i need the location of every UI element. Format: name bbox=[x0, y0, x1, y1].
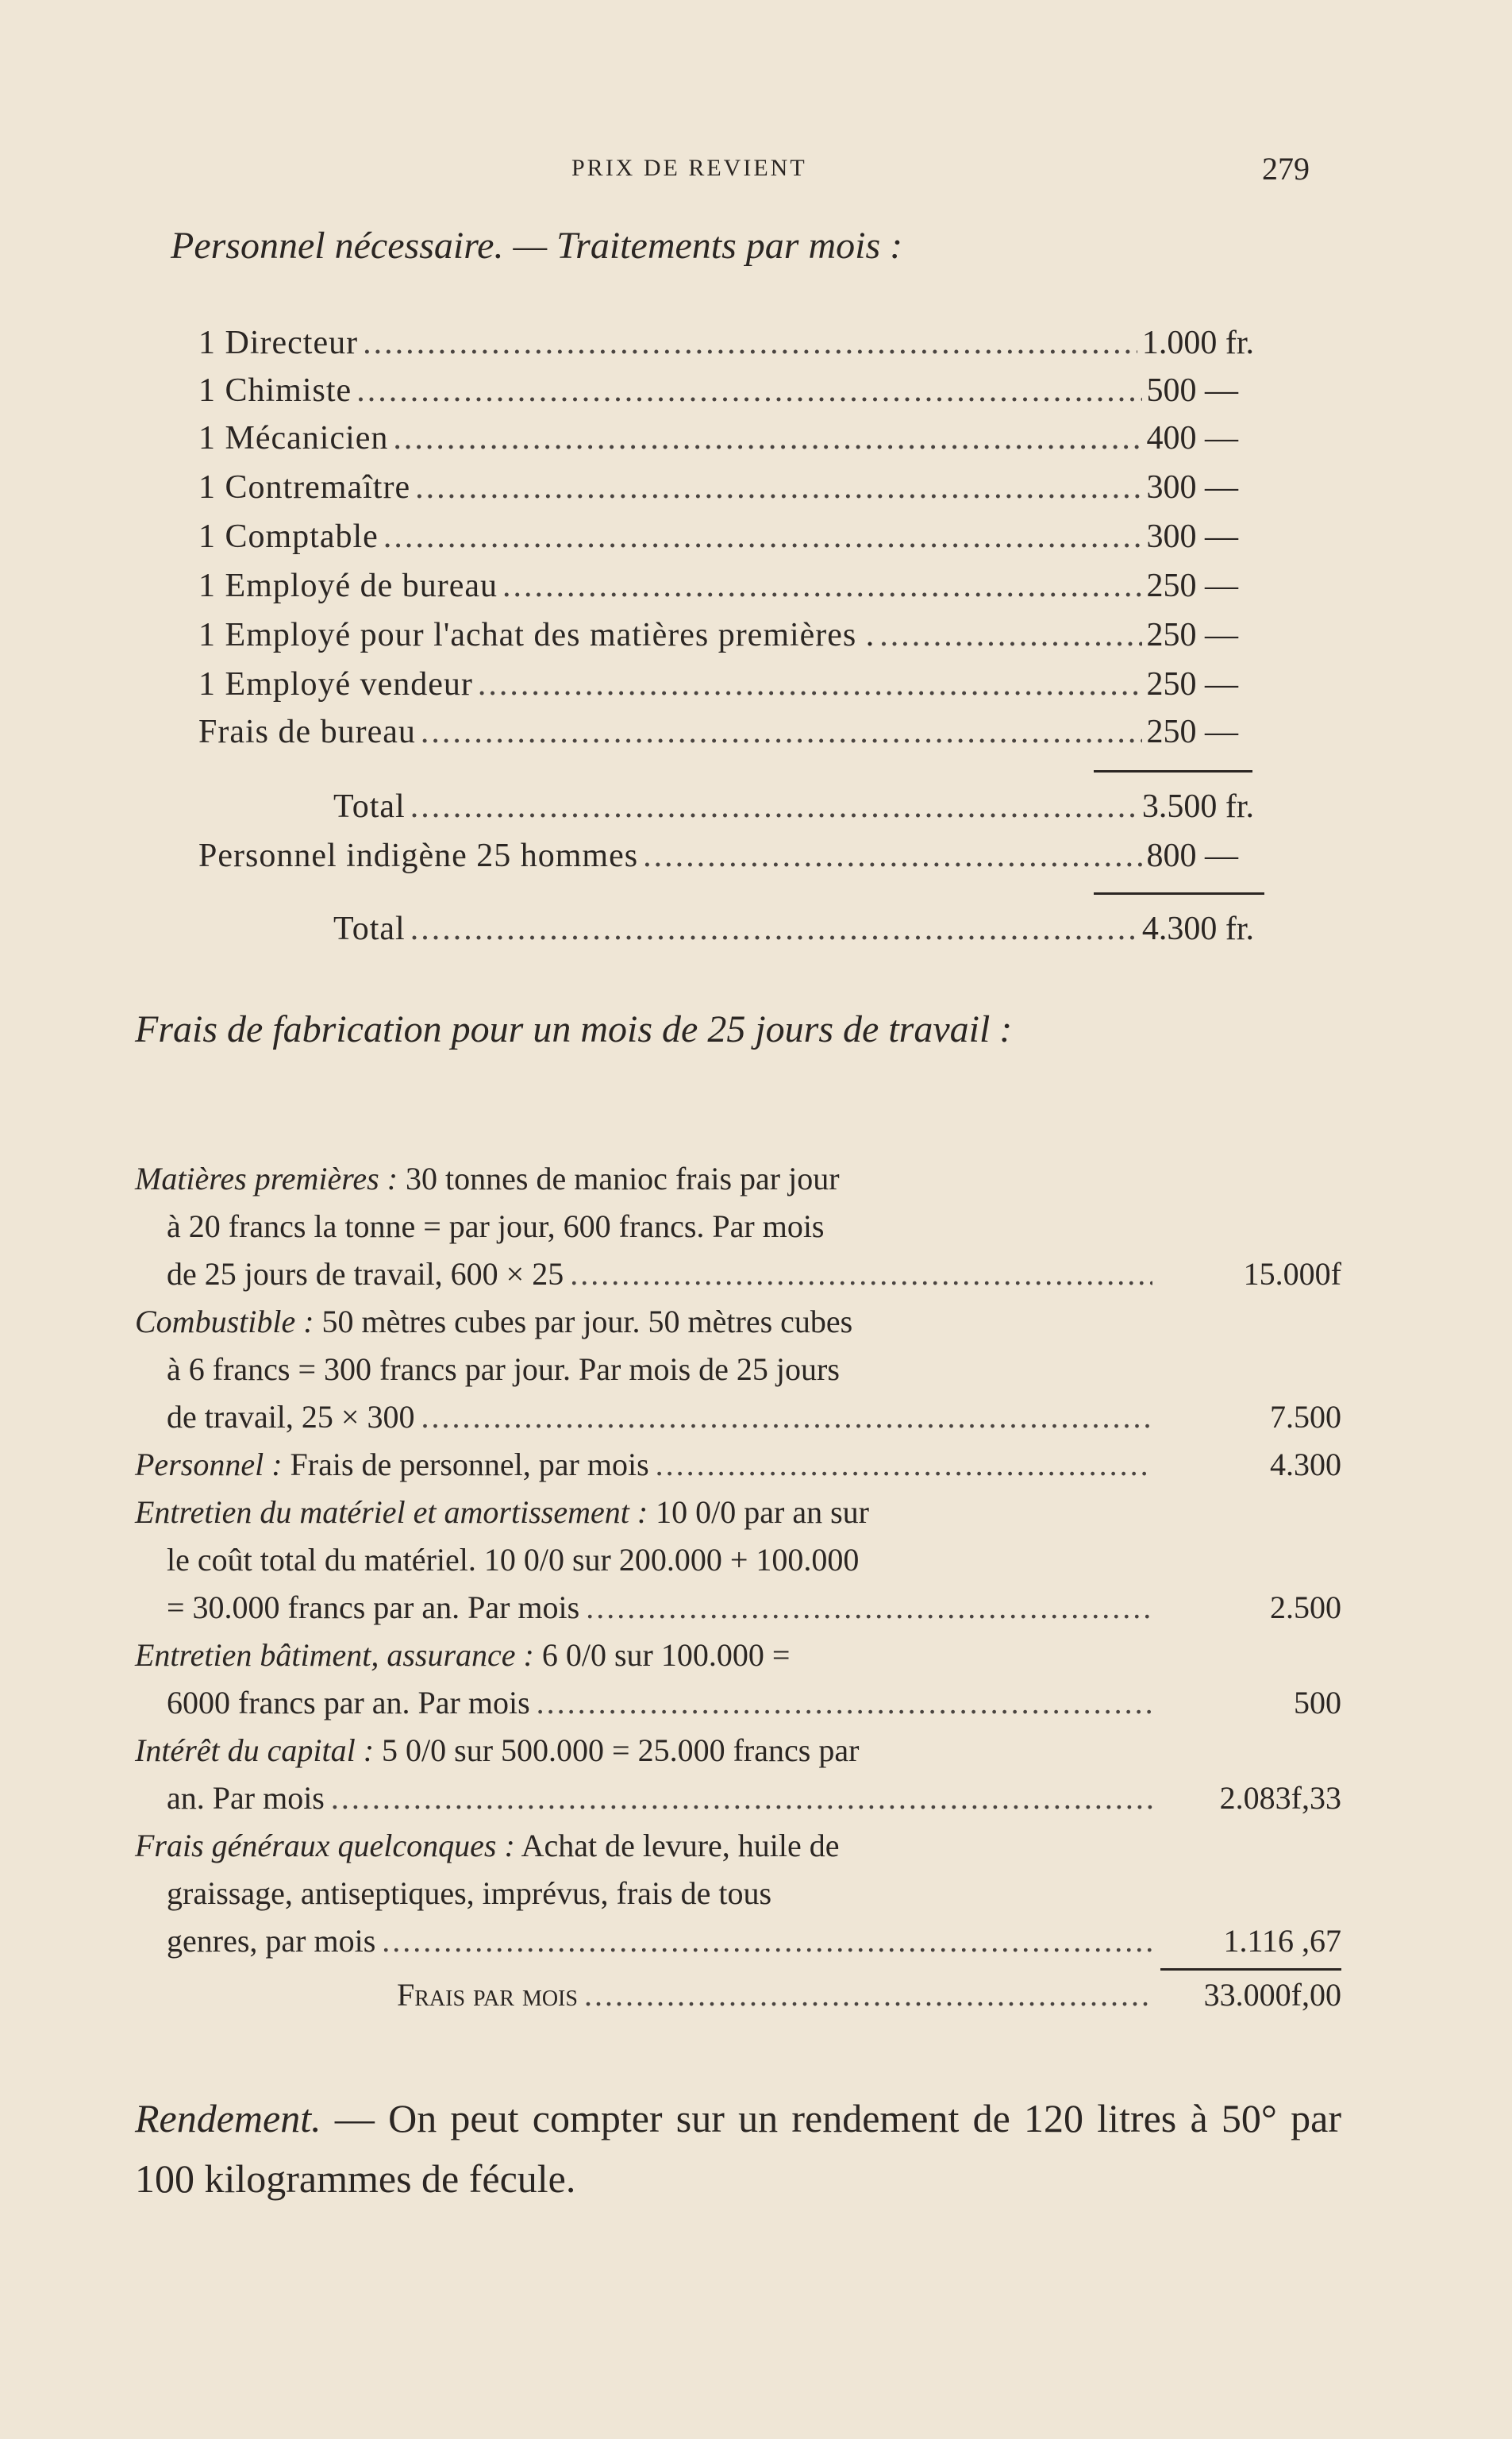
cost-text-line: à 20 francs la tonne = par jour, 600 francs. Par mois bbox=[167, 1208, 825, 1244]
page-number: 279 bbox=[1262, 151, 1310, 187]
total-amount: 4.300 fr. bbox=[1141, 911, 1254, 947]
staff-row bbox=[198, 324, 1254, 368]
staff-total bbox=[333, 910, 1254, 954]
cost-item bbox=[135, 1727, 1341, 1822]
cost-text-line: 10 0/0 par an sur bbox=[656, 1494, 869, 1530]
cost-heading: Combustible : bbox=[135, 1304, 314, 1339]
page-header bbox=[0, 151, 1512, 195]
cost-heading: Personnel : bbox=[135, 1447, 283, 1482]
cost-item bbox=[135, 1632, 1341, 1727]
cost-value: 7.500 bbox=[1270, 1399, 1341, 1435]
staff-salary: 250 — bbox=[1146, 568, 1238, 604]
cost-item bbox=[135, 1155, 1341, 1298]
staff-row bbox=[198, 616, 1238, 661]
staff-salary: 250 — bbox=[1146, 714, 1238, 750]
staff-row bbox=[198, 665, 1238, 710]
staff-salary: 250 — bbox=[1146, 666, 1238, 703]
cost-text-line: = 30.000 francs par an. Par mois bbox=[167, 1589, 580, 1625]
cost-text-line: 6000 francs par an. Par mois bbox=[167, 1685, 530, 1720]
staff-role: 1 Employé vendeur bbox=[198, 666, 473, 703]
cost-text-line: Frais de personnel, par mois bbox=[290, 1447, 649, 1482]
cost-value: 1.116 ,67 bbox=[1223, 1923, 1341, 1959]
subtotal-amount: 3.500 fr. bbox=[1141, 788, 1254, 825]
cost-text-line: an. Par mois bbox=[167, 1780, 325, 1816]
fabrication-total-rule bbox=[1160, 1968, 1341, 1971]
staff-salary: 300 — bbox=[1146, 518, 1238, 555]
staff-role: 1 Employé pour l'achat des matières premières . bbox=[198, 617, 875, 653]
cost-heading: Frais généraux quelconques : bbox=[135, 1828, 515, 1863]
staff-role: 1 Comptable bbox=[198, 518, 379, 555]
cost-text-line: à 6 francs = 300 francs par jour. Par mois de 25 jours bbox=[167, 1351, 840, 1387]
staff-section-title: Personnel nécessaire. — Traitements par mois : bbox=[171, 225, 903, 267]
staff-subtotal bbox=[333, 788, 1254, 832]
total-rule bbox=[1094, 892, 1264, 895]
staff-row bbox=[198, 713, 1238, 757]
cost-value: 2.083f,33 bbox=[1219, 1780, 1341, 1816]
cost-text-line: 6 0/0 sur 100.000 = bbox=[541, 1637, 791, 1673]
running-title: PRIX DE REVIENT bbox=[571, 155, 807, 181]
native-staff-row bbox=[198, 837, 1238, 881]
cost-value: 4.300 bbox=[1270, 1447, 1341, 1482]
native-staff-amount: 800 — bbox=[1146, 838, 1238, 874]
fabrication-cost-list bbox=[135, 1155, 1341, 2022]
staff-salary: 500 — bbox=[1146, 372, 1238, 409]
staff-row bbox=[198, 518, 1238, 562]
fabrication-total-value: 33.000f,00 bbox=[1203, 1977, 1341, 2013]
cost-text-line: de travail, 25 × 300 bbox=[167, 1399, 415, 1435]
staff-role: 1 Contremaître bbox=[198, 469, 411, 506]
native-staff-label: Personnel indigène 25 hommes bbox=[198, 838, 639, 874]
staff-row bbox=[198, 372, 1238, 416]
cost-text-line: 5 0/0 sur 500.000 = 25.000 francs par bbox=[382, 1732, 860, 1768]
cost-heading: Entretien bâtiment, assurance : bbox=[135, 1637, 534, 1673]
cost-item bbox=[135, 1298, 1341, 1441]
staff-row bbox=[198, 567, 1238, 611]
subtotal-label: Total bbox=[333, 788, 406, 825]
staff-role: 1 Directeur bbox=[198, 325, 359, 361]
cost-heading: Matières premières : bbox=[135, 1161, 398, 1196]
cost-item bbox=[135, 1822, 1341, 1965]
cost-value: 500 bbox=[1294, 1685, 1341, 1720]
staff-role: 1 Chimiste bbox=[198, 372, 352, 409]
cost-text-line: 30 tonnes de manioc frais par jour bbox=[406, 1161, 840, 1196]
cost-text-line: Achat de levure, huile de bbox=[521, 1828, 840, 1863]
cost-text-line: genres, par mois bbox=[167, 1923, 376, 1959]
staff-row bbox=[198, 419, 1238, 464]
staff-salary: 250 — bbox=[1146, 617, 1238, 653]
cost-item bbox=[135, 1441, 1341, 1489]
cost-text-line: graissage, antiseptiques, imprévus, frais de tous bbox=[167, 1875, 772, 1911]
cost-item bbox=[135, 1489, 1341, 1632]
total-label: Total bbox=[333, 911, 406, 947]
staff-salary: 400 — bbox=[1146, 420, 1238, 457]
cost-text-line: de 25 jours de travail, 600 × 25 bbox=[167, 1256, 564, 1292]
staff-role: Frais de bureau bbox=[198, 714, 416, 750]
yield-paragraph bbox=[135, 2088, 1341, 2209]
fabrication-total-label: Frais par mois bbox=[397, 1977, 578, 2013]
cost-value: 15.000f bbox=[1243, 1256, 1341, 1292]
cost-heading: Intérêt du capital : bbox=[135, 1732, 375, 1768]
yield-label: Rendement. bbox=[135, 2096, 321, 2140]
cost-value: 2.500 bbox=[1270, 1589, 1341, 1625]
cost-heading: Entretien du matériel et amortissement : bbox=[135, 1494, 648, 1530]
fabrication-section-title: Frais de fabrication pour un mois de 25 jours de travail : bbox=[135, 1008, 1013, 1050]
staff-salary: 1.000 fr. bbox=[1141, 325, 1254, 361]
staff-role: 1 Employé de bureau bbox=[198, 568, 498, 604]
staff-role: 1 Mécanicien bbox=[198, 420, 389, 457]
staff-row bbox=[198, 468, 1238, 513]
subtotal-rule bbox=[1094, 770, 1252, 773]
cost-text-line: le coût total du matériel. 10 0/0 sur 200.000 + 100.000 bbox=[167, 1542, 860, 1578]
cost-text-line: 50 mètres cubes par jour. 50 mètres cubes bbox=[321, 1304, 853, 1339]
fabrication-total bbox=[135, 1971, 1341, 2022]
yield-text: — On peut compter sur un rendement de 120 litres à 50° par 100 kilogrammes de fécule. bbox=[135, 2096, 1341, 2201]
staff-salary: 300 — bbox=[1146, 469, 1238, 506]
